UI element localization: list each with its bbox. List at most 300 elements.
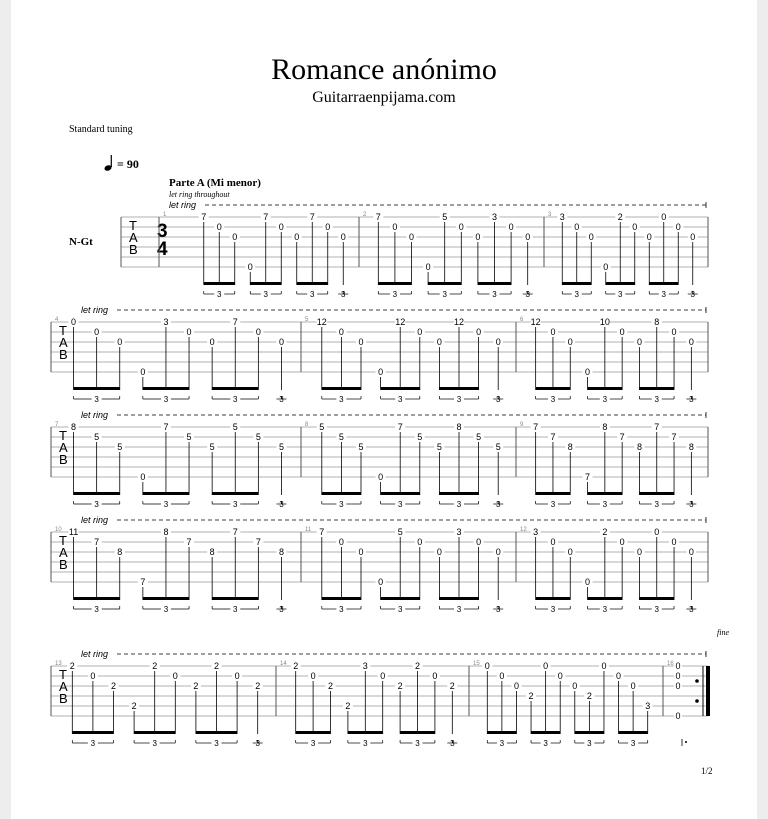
fret-number: 5 (94, 432, 100, 442)
fret-number: 0 (508, 222, 514, 232)
fret-number: 0 (671, 327, 677, 337)
beam (536, 387, 571, 390)
fret-number: 7 (140, 577, 146, 587)
tab-letter: T (129, 218, 137, 233)
fret-number: 0 (338, 327, 344, 337)
fret-number: 2 (293, 661, 299, 671)
tab-letter: T (59, 323, 67, 338)
fret-number: 7 (201, 212, 207, 222)
tuplet-number: 3 (94, 395, 99, 404)
bar-number: 11 (305, 527, 312, 533)
tab-letter: A (59, 679, 68, 694)
tuplet-number: 3 (255, 739, 260, 748)
tuplet-number: 3 (602, 605, 608, 614)
fret-number: 2 (152, 661, 158, 671)
fret-number: 5 (397, 527, 403, 537)
fret-number: 0 (232, 232, 238, 242)
bar-number: 14 (280, 661, 287, 667)
fret-number: 0 (408, 232, 415, 242)
fret-number: 0 (417, 327, 423, 337)
bar-number: 2 (363, 212, 367, 218)
fret-number: 8 (209, 547, 215, 557)
fret-number: 0 (661, 212, 667, 222)
fret-number: 7 (397, 422, 403, 432)
tuplet-number: 3 (492, 290, 497, 299)
tab-letter: B (59, 557, 68, 572)
fret-number: 8 (163, 527, 169, 537)
tuplet-number: 3 (456, 500, 462, 509)
fret-number: 0 (675, 671, 681, 681)
fret-number: 0 (140, 367, 146, 377)
fret-number: 0 (476, 537, 482, 547)
tuplet-number: 3 (214, 739, 219, 748)
tuplet-number: 3 (689, 500, 694, 509)
fret-number: 0 (432, 671, 438, 681)
fret-number: 0 (585, 367, 591, 377)
fret-number: 0 (310, 671, 316, 681)
beam (639, 387, 674, 390)
tuplet-number: 3 (279, 395, 284, 404)
fret-number: 0 (380, 671, 386, 681)
fret-number: 7 (319, 527, 325, 537)
fret-number: 0 (675, 681, 681, 691)
beam (196, 731, 237, 734)
beam (588, 387, 623, 390)
fret-number: 0 (378, 367, 384, 377)
fret-number: 0 (186, 327, 192, 337)
fine-label: fine (717, 628, 729, 637)
fret-number: 0 (632, 222, 638, 232)
beam (250, 282, 281, 285)
fret-number: 0 (588, 232, 594, 242)
tuplet-number: 3 (495, 500, 501, 509)
fret-number: 0 (90, 671, 96, 681)
tuplet-number: 3 (279, 500, 284, 509)
tab-letter: A (59, 440, 68, 455)
fret-number: 0 (278, 222, 284, 232)
tuplet-number: 3 (233, 395, 238, 404)
beam (649, 282, 678, 285)
beam (74, 387, 120, 390)
beam (297, 282, 328, 285)
fret-number: 0 (94, 327, 100, 337)
fret-number: 0 (71, 317, 77, 327)
fret-number: 12 (316, 317, 327, 327)
tuplet-number: 3 (543, 739, 548, 748)
fret-number: 0 (619, 537, 625, 547)
tuplet-number: 3 (654, 500, 659, 509)
tab-letter: A (59, 335, 68, 350)
tab-letter: B (59, 691, 68, 706)
beam (536, 597, 571, 600)
tuplet-number: 3 (574, 290, 579, 299)
tab-system (121, 200, 708, 299)
fret-number: 0 (294, 232, 300, 242)
beam (204, 282, 235, 285)
fret-number: 7 (550, 432, 556, 442)
tuplet-number: 3 (689, 605, 694, 614)
time-signature-digit: 3 (157, 221, 168, 242)
tuplet-number: 3 (90, 739, 96, 748)
let-ring-label: let ring (81, 649, 109, 659)
fret-number: 7 (186, 537, 192, 547)
fret-number: 8 (636, 442, 642, 452)
tuplet-number: 3 (339, 500, 344, 509)
bar-number: 15 (473, 661, 480, 667)
fret-number: 5 (338, 432, 344, 442)
fret-number: 0 (688, 547, 694, 557)
beam (212, 387, 258, 390)
fret-number: 0 (216, 222, 222, 232)
tab-letter: B (59, 347, 68, 362)
tuplet-number: 3 (263, 290, 268, 299)
fret-number: 5 (476, 432, 482, 442)
fret-number: 8 (456, 422, 462, 432)
beam (296, 731, 331, 734)
fret-number: 0 (140, 472, 146, 482)
fret-number: 0 (572, 681, 578, 691)
fret-number: 5 (186, 432, 192, 442)
tuplet-number: 3 (654, 605, 659, 614)
fret-number: 0 (484, 661, 490, 671)
tuplet-number: 3 (94, 500, 99, 509)
beam (439, 597, 478, 600)
beam (619, 731, 648, 734)
let-ring-label: let ring (81, 305, 109, 315)
tab-staff-area (11, 0, 757, 819)
fret-number: 0 (688, 337, 694, 347)
beam (134, 731, 175, 734)
fret-number: 7 (232, 527, 238, 537)
fret-number: 0 (209, 337, 215, 347)
fret-number: 3 (491, 212, 498, 222)
track-name: N-Gt (69, 236, 93, 248)
fret-number: 5 (255, 432, 261, 442)
fret-number: 0 (513, 681, 519, 691)
tuplet-number: 3 (310, 290, 315, 299)
beam (400, 731, 435, 734)
fret-number: 0 (543, 661, 549, 671)
beam (72, 731, 113, 734)
let-ring-label: let ring (169, 200, 197, 210)
section-note: let ring throughout (169, 190, 230, 199)
bar-number: 10 (55, 527, 62, 533)
tuplet-number: 3 (363, 739, 368, 748)
fret-number: 2 (414, 661, 421, 671)
tuplet-number: 3 (163, 395, 169, 404)
tuplet-number: 3 (456, 605, 462, 614)
fret-number: 0 (340, 232, 346, 242)
fret-number: 5 (436, 442, 442, 452)
beam (143, 387, 189, 390)
tuplet-number: 3 (550, 605, 556, 614)
fret-number: 0 (458, 222, 464, 232)
fret-number: 0 (616, 671, 622, 681)
tuplet-number: 3 (618, 290, 623, 299)
tuplet-number: 3 (397, 395, 403, 404)
fret-number: 2 (131, 701, 137, 711)
fret-number: 0 (278, 337, 284, 347)
fret-number: 5 (358, 442, 364, 452)
fret-number: 7 (375, 212, 381, 222)
beam (381, 597, 420, 600)
tuplet-number: 3 (495, 395, 501, 404)
fret-number: 5 (278, 442, 284, 452)
beam (143, 597, 189, 600)
beam (143, 492, 189, 495)
beam (639, 492, 674, 495)
fret-number: 2 (110, 681, 117, 691)
repeat-dot (695, 679, 699, 683)
fret-number: 0 (325, 222, 331, 232)
fret-number: 0 (358, 547, 364, 557)
fret-number: 0 (495, 547, 501, 557)
tab-letter: T (59, 667, 67, 682)
fret-number: 0 (525, 232, 531, 242)
tuplet-number: 3 (397, 500, 403, 509)
fret-number: 2 (327, 681, 334, 691)
fret-number: 8 (654, 317, 660, 327)
fret-number: 3 (559, 212, 565, 222)
tab-system (51, 649, 710, 748)
fret-number: 0 (654, 527, 660, 537)
fret-number: 10 (599, 317, 610, 327)
fret-number: 0 (636, 547, 642, 557)
fret-number: 2 (586, 691, 592, 701)
beam (74, 492, 120, 495)
tuplet-number: 3 (495, 605, 501, 614)
beam (439, 387, 478, 390)
fret-number: 0 (436, 547, 442, 557)
fret-number: 5 (117, 442, 123, 452)
fret-number: 0 (585, 577, 591, 587)
tuplet-number: 3 (392, 290, 398, 299)
fret-number: 5 (232, 422, 238, 432)
tuplet-number: 3 (550, 395, 556, 404)
beam (381, 387, 420, 390)
fret-number: 0 (476, 327, 482, 337)
fret-number: 11 (68, 527, 79, 537)
time-signature-digit: 4 (157, 239, 168, 260)
fret-number: 7 (94, 537, 100, 547)
fret-number: 0 (338, 537, 344, 547)
bar-number: 3 (548, 212, 552, 218)
bar-number: 8 (305, 422, 309, 428)
fret-number: 0 (675, 661, 681, 671)
fret-number: 8 (602, 422, 608, 432)
tuplet-number: 3 (339, 605, 344, 614)
beam (536, 492, 571, 495)
tuplet-number: 3 (450, 739, 455, 748)
fret-number: 0 (495, 337, 501, 347)
fret-number: 0 (247, 262, 253, 272)
bar-number: 6 (520, 317, 524, 323)
beam (575, 731, 604, 734)
beam (562, 282, 591, 285)
fret-number: 0 (550, 537, 556, 547)
beam (428, 282, 461, 285)
fret-number: 12 (395, 317, 406, 327)
beam (381, 492, 420, 495)
fret-number: 0 (574, 222, 580, 232)
beam (478, 282, 511, 285)
fret-number: 0 (557, 671, 563, 681)
tuning-label: Standard tuning (69, 124, 133, 135)
bar-number: 7 (55, 422, 59, 428)
tab-letter: B (129, 242, 138, 257)
bar-number: 13 (55, 661, 62, 667)
beam (531, 731, 560, 734)
section-label: Parte A (Mi menor) (169, 177, 261, 189)
tuplet-number: 3 (654, 395, 659, 404)
fret-number: 5 (417, 432, 423, 442)
fret-number: 0 (690, 232, 696, 242)
fret-number: 7 (309, 212, 315, 222)
beam (74, 597, 120, 600)
tuplet-number: 3 (456, 395, 462, 404)
bar-number: 1 (163, 212, 167, 218)
tuplet-number: 3 (499, 739, 505, 748)
beam (212, 597, 258, 600)
fret-number: 3 (163, 317, 169, 327)
score-title: Romance anónimo (271, 53, 497, 86)
fret-number: 8 (71, 422, 77, 432)
fret-number: 2 (213, 661, 220, 671)
fret-number: 0 (550, 327, 556, 337)
tab-system (51, 515, 708, 614)
end-barline-thick (706, 666, 710, 716)
fret-number: 7 (263, 212, 269, 222)
score-subtitle: Guitarraenpijama.com (312, 89, 456, 106)
tuplet-number: 3 (310, 739, 316, 748)
fret-number: 0 (619, 327, 625, 337)
fret-number: 7 (619, 432, 625, 442)
fret-number: 3 (362, 661, 368, 671)
tuplet-number: 3 (94, 605, 99, 614)
fret-number: 7 (163, 422, 169, 432)
fret-number: 0 (675, 711, 681, 721)
beam (606, 282, 635, 285)
tuplet-number: 3 (602, 500, 608, 509)
fret-number: 0 (417, 537, 423, 547)
tab-letter: T (59, 533, 67, 548)
fret-number: 3 (533, 527, 539, 537)
bar-number: 16 (667, 661, 674, 667)
fret-number: 7 (654, 422, 660, 432)
fret-number: 3 (456, 527, 462, 537)
bar-number: 5 (305, 317, 309, 323)
fret-number: 0 (392, 222, 398, 232)
fret-number: 0 (567, 337, 573, 347)
fret-number: 3 (645, 701, 651, 711)
fret-number: 8 (567, 442, 573, 452)
tuplet-number: 3 (602, 395, 608, 404)
fret-number: 5 (209, 442, 215, 452)
beam (487, 731, 516, 734)
fret-number: 0 (567, 547, 573, 557)
fret-number: 2 (602, 527, 608, 537)
beam (322, 597, 361, 600)
fret-number: 0 (601, 661, 607, 671)
tuplet-number: 3 (341, 290, 346, 299)
fret-number: 12 (530, 317, 541, 327)
bar-number: 9 (520, 422, 524, 428)
tuplet-number: 3 (587, 739, 592, 748)
beam (588, 597, 623, 600)
tuplet-number: 3 (690, 290, 695, 299)
fret-number: 5 (495, 442, 501, 452)
fret-number: 0 (475, 232, 481, 242)
fret-number: 0 (378, 472, 384, 482)
tuplet-number: 3 (279, 605, 284, 614)
fret-number: 0 (636, 337, 642, 347)
fret-number: 2 (617, 212, 623, 222)
tuplet-number: 3 (163, 500, 169, 509)
let-ring-label: let ring (81, 515, 109, 525)
fret-number: 0 (675, 222, 681, 232)
tuplet-number: 3 (415, 739, 420, 748)
tuplet-number: 3 (442, 290, 447, 299)
tab-letter: A (129, 230, 138, 245)
fret-number: 0 (499, 671, 505, 681)
tuplet-number: 3 (217, 290, 222, 299)
beam (639, 597, 674, 600)
tab-letter: T (59, 428, 67, 443)
tab-system (51, 410, 708, 509)
beam (348, 731, 383, 734)
fret-number: 2 (449, 681, 455, 691)
fret-number: 7 (671, 432, 677, 442)
fret-number: 8 (278, 547, 284, 557)
tuplet-number: 3 (661, 290, 666, 299)
fret-number: 5 (319, 422, 325, 432)
let-ring-label: let ring (81, 410, 109, 420)
bar-number: 4 (55, 317, 59, 323)
tuplet-number: 3 (233, 605, 238, 614)
fret-number: 0 (378, 577, 384, 587)
fret-number: 7 (533, 422, 539, 432)
fret-number: 7 (232, 317, 238, 327)
fret-number: 0 (436, 337, 442, 347)
tempo-value: = 90 (117, 157, 139, 171)
tab-letter: A (59, 545, 68, 560)
tuplet-number: 3 (397, 605, 403, 614)
fret-number: 8 (688, 442, 694, 452)
fret-number: 0 (117, 337, 123, 347)
beam (322, 492, 361, 495)
fret-number: 2 (397, 681, 403, 691)
repeat-dot (695, 699, 699, 703)
duration-dot (685, 741, 687, 743)
beam (439, 492, 478, 495)
fret-number: 7 (585, 472, 591, 482)
fret-number: 0 (425, 262, 431, 272)
fret-number: 2 (193, 681, 199, 691)
tuplet-number: 3 (233, 500, 238, 509)
tuplet-number: 3 (630, 739, 636, 748)
fret-number: 8 (117, 547, 123, 557)
fret-number: 0 (646, 232, 652, 242)
fret-number: 2 (69, 661, 75, 671)
beam (378, 282, 411, 285)
fret-number: 0 (255, 327, 261, 337)
fret-number: 7 (255, 537, 261, 547)
bar-number: 12 (520, 527, 527, 533)
tab-letter: B (59, 452, 68, 467)
fret-number: 12 (453, 317, 465, 327)
fret-number: 2 (255, 681, 261, 691)
beam (212, 492, 258, 495)
